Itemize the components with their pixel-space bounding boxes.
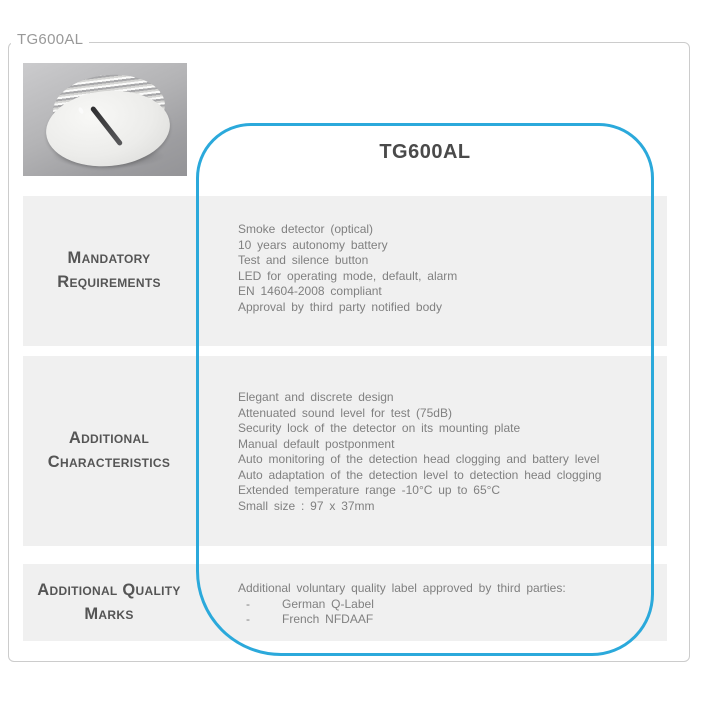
spec-line: Manual default postponment [238, 436, 395, 451]
section-label: Mandatory Requirements [57, 249, 161, 291]
section-label: Additional Quality Marks [37, 580, 181, 623]
spec-line: Approval by third party notified body [238, 299, 442, 314]
section-row-mandatory-requirements [23, 196, 667, 346]
product-spec-panel [8, 31, 690, 662]
section-content [195, 196, 667, 346]
section-label: Additional Characteristics [47, 429, 171, 471]
spec-line: Security lock of the detector on its mounting plate [238, 421, 521, 435]
spec-line: Extended temperature range -10°C up to 65°C [238, 483, 501, 497]
section-row-additional-characteristics [23, 356, 667, 546]
spec-line: Smoke detector (optical) [238, 222, 374, 236]
spec-line: Auto adaptation of the detection level to detection head clogging [238, 467, 602, 482]
spec-line: Attenuated sound level for test (75dB) [238, 405, 452, 420]
product-photo [23, 63, 187, 176]
section-row-additional-quality-marks [23, 564, 667, 641]
spec-bullet-list [238, 597, 659, 628]
spec-line: Auto monitoring of the detection head clogging and battery level [238, 452, 600, 466]
spec-bullet: - French NFDAAF [238, 612, 659, 628]
panel-legend: TG600AL [11, 31, 89, 48]
spec-line: 10 years autonomy battery [238, 237, 388, 252]
spec-line: LED for operating mode, default, alarm [238, 268, 458, 283]
spec-intro-line: Additional voluntary quality label approved by third parties: [238, 581, 566, 595]
spec-line: EN 14604-2008 compliant [238, 284, 382, 298]
product-title: TG600AL [379, 141, 471, 163]
spec-line: Small size : 97 x 37mm [238, 498, 375, 513]
section-content [195, 564, 667, 641]
section-content [195, 356, 667, 546]
spec-line: Elegant and discrete design [238, 390, 394, 404]
spec-line: Test and silence button [238, 253, 369, 267]
spec-bullet: - German Q-Label [238, 597, 659, 613]
